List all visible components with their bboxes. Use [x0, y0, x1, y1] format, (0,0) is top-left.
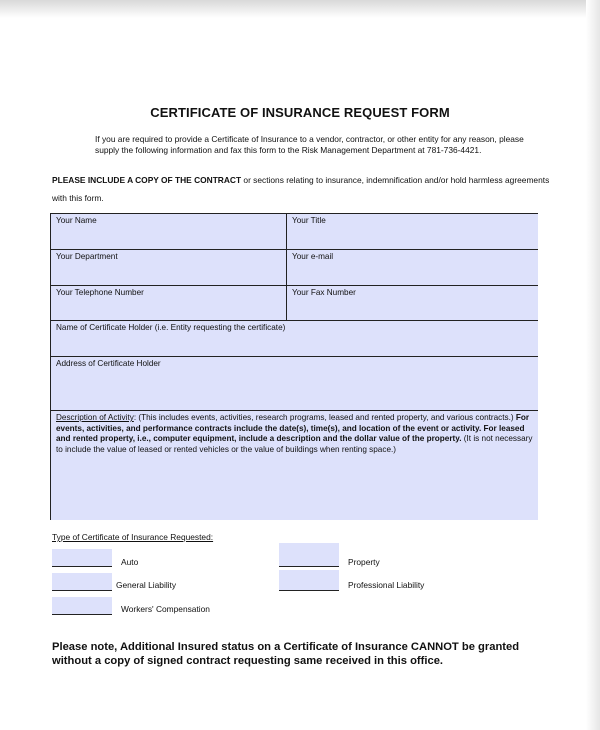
your-fax-field[interactable] [287, 286, 538, 321]
certificate-holder-name-label: Name of Certificate Holder (i.e. Entity requesting the certificate) [56, 323, 286, 332]
certificate-holder-name-field[interactable] [51, 321, 538, 357]
activity-text-intro: : (This includes events, activities, research programs, leased and rented property, and various contracts.) [133, 413, 516, 422]
your-title-field[interactable] [287, 214, 538, 250]
your-email-label: Your e-mail [292, 252, 334, 261]
your-title-label: Your Title [292, 216, 326, 225]
general-liability-label: General Liability [116, 580, 177, 590]
workers-compensation-blank[interactable] [52, 597, 112, 615]
contract-note-bold: PLEASE INCLUDE A COPY OF THE CONTRACT [52, 175, 242, 185]
your-name-label: Your Name [56, 216, 97, 225]
workers-compensation-label: Workers' Compensation [121, 604, 210, 614]
form-title: CERTIFICATE OF INSURANCE REQUEST FORM [150, 105, 450, 120]
your-department-label: Your Department [56, 252, 118, 261]
auto-blank[interactable] [52, 549, 112, 567]
activity-text-note: (It is not necessary to include the value of leased or rented vehicles or the value of buildings when renting space.) [56, 434, 533, 454]
your-email-field[interactable] [287, 250, 538, 286]
activity-description-text [56, 413, 533, 454]
your-telephone-field[interactable] [51, 286, 287, 321]
certificate-holder-address-field[interactable] [51, 357, 538, 411]
page-top-shadow [0, 0, 600, 18]
your-telephone-label: Your Telephone Number [56, 288, 144, 297]
property-label: Property [348, 557, 380, 567]
activity-text-bold: For events, activities, and performance contracts include the date(s), time(s), and location of the event or activity. For leased and rented property, i.e., computer equipment, include a description and the dollar value of the property. [56, 413, 530, 443]
your-name-field[interactable] [51, 214, 287, 250]
request-form-grid [50, 213, 538, 520]
additional-insured-note: Please note, Additional Insured status on a Certificate of Insurance CANNOT be granted without a copy of signed contract requesting same received in this office. [52, 641, 520, 667]
professional-liability-blank[interactable] [279, 570, 339, 591]
general-liability-blank[interactable] [52, 573, 112, 591]
your-department-field[interactable] [51, 250, 287, 286]
certificate-type-heading: Type of Certificate of Insurance Requested: [52, 532, 214, 542]
contract-note [52, 171, 552, 207]
property-blank[interactable] [279, 543, 339, 567]
auto-label: Auto [121, 557, 139, 567]
certificate-holder-address-label: Address of Certificate Holder [56, 359, 161, 368]
activity-label: Description of Activity [56, 413, 134, 422]
intro-paragraph: If you are required to provide a Certificate of Insurance to a vendor, contractor, or other entity for any reason, please supply the following information and fax this form to the Risk Management Department at 781-736-4421. [95, 134, 524, 155]
contract-note-text: or sections relating to insurance, indemnification and/or hold harmless agreements with this form. [52, 175, 550, 203]
your-fax-label: Your Fax Number [292, 288, 356, 297]
activity-description-field[interactable] [51, 411, 538, 520]
professional-liability-label: Professional Liability [348, 580, 425, 590]
